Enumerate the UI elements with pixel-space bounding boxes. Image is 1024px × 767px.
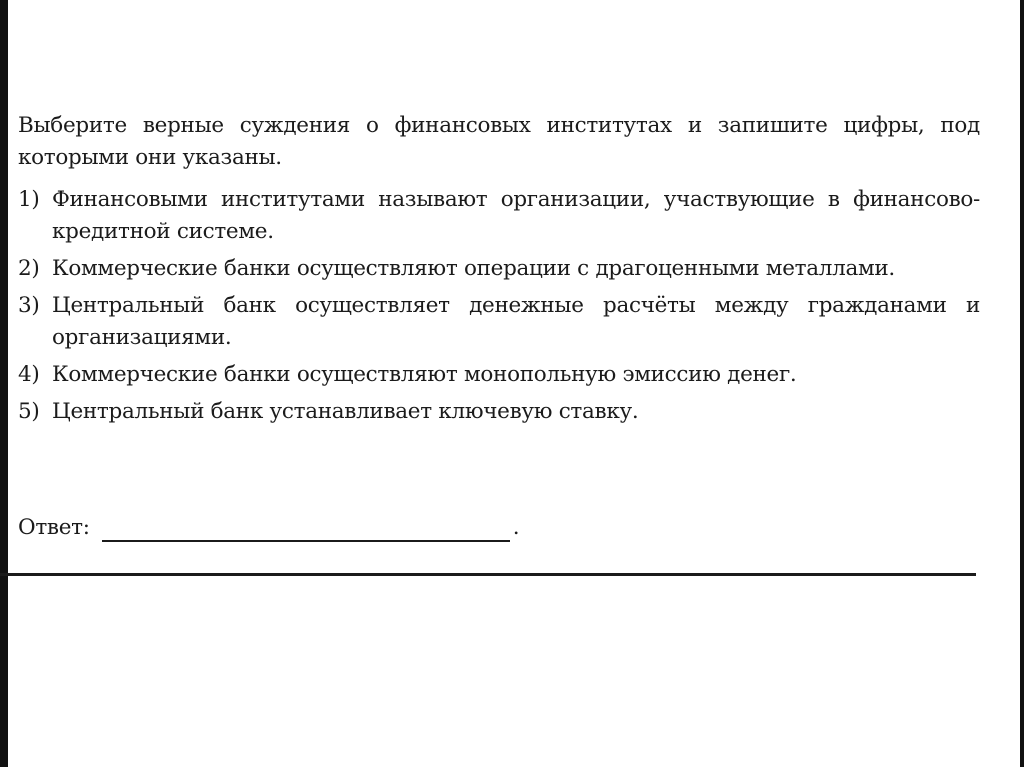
option-text: Центральный банк устанавливает ключевую ставку. xyxy=(52,399,639,424)
answer-period: . xyxy=(512,515,520,540)
answer-label: Ответ: xyxy=(18,515,90,540)
option-text: Финансовыми институтами называют организации, участвующие в финансово-кредитной системе. xyxy=(52,187,980,244)
option-text: Коммерческие банки осуществляют операции с драгоценными металлами. xyxy=(52,256,895,281)
option-1 xyxy=(18,184,980,248)
right-border xyxy=(1020,0,1024,767)
option-3 xyxy=(18,290,980,354)
option-5 xyxy=(18,396,980,428)
option-text: Центральный банк осуществляет денежные расчёты между гражданами и организациями. xyxy=(52,293,980,350)
option-number: 1) xyxy=(18,187,40,212)
option-4 xyxy=(18,359,980,391)
option-text: Коммерческие банки осуществляют монопольную эмиссию денег. xyxy=(52,362,797,387)
options-list xyxy=(18,184,980,428)
bottom-divider xyxy=(0,573,976,576)
option-2 xyxy=(18,253,980,285)
option-number: 4) xyxy=(18,362,40,387)
option-number: 2) xyxy=(18,256,40,281)
option-number: 5) xyxy=(18,399,40,424)
option-number: 3) xyxy=(18,293,40,318)
answer-row xyxy=(18,515,519,540)
answer-blank-line[interactable] xyxy=(102,540,510,542)
question-block xyxy=(18,110,980,433)
question-intro: Выберите верные суждения о финансовых институтах и запишите цифры, под которыми они указаны. xyxy=(18,113,980,170)
left-border xyxy=(0,0,8,767)
